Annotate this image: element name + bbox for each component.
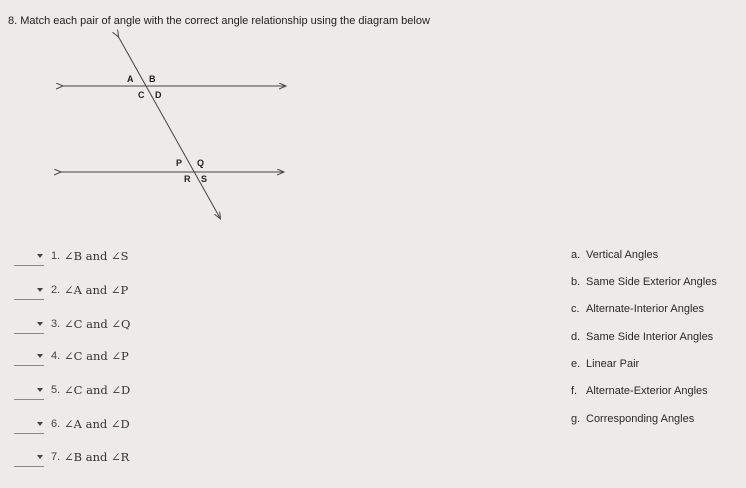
angle-label-b: B <box>149 74 156 84</box>
answer-blank[interactable] <box>14 466 44 467</box>
dropdown-chevron-icon[interactable] <box>37 354 43 358</box>
transversal-line <box>118 36 220 218</box>
answer-blank[interactable] <box>14 265 44 266</box>
match-prompt-2[interactable]: 2. ∠A and ∠P <box>10 284 210 306</box>
match-prompt-6[interactable]: 6. ∠A and ∠D <box>10 418 210 440</box>
answer-blank[interactable] <box>14 299 44 300</box>
angle-label-p: P <box>176 158 183 168</box>
option-e: e. Linear Pair <box>571 358 640 370</box>
angle-label-a: A <box>127 74 134 84</box>
match-prompt-1[interactable]: 1. ∠B and ∠S <box>10 250 210 272</box>
dropdown-chevron-icon[interactable] <box>37 388 43 392</box>
answer-blank[interactable] <box>14 333 44 334</box>
match-prompt-3[interactable]: 3. ∠C and ∠Q <box>10 318 210 340</box>
option-a: a. Vertical Angles <box>571 249 659 261</box>
option-f: f. Alternate-Exterior Angles <box>571 385 708 397</box>
dropdown-chevron-icon[interactable] <box>37 455 43 459</box>
match-prompt-4[interactable]: 4. ∠C and ∠P <box>10 350 210 372</box>
dropdown-chevron-icon[interactable] <box>37 322 43 326</box>
angle-label-d: D <box>155 90 162 100</box>
option-d: d. Same Side Interior Angles <box>571 331 714 343</box>
dropdown-chevron-icon[interactable] <box>37 288 43 292</box>
answer-blank[interactable] <box>14 433 44 434</box>
match-prompt-5[interactable]: 5. ∠C and ∠D <box>10 384 210 406</box>
angle-label-s: S <box>201 174 208 184</box>
question-text: 8. Match each pair of angle with the correct angle relationship using the diagram below <box>8 15 430 27</box>
dropdown-chevron-icon[interactable] <box>37 422 43 426</box>
answer-blank[interactable] <box>14 399 44 400</box>
option-g: g. Corresponding Angles <box>571 413 695 425</box>
angle-label-q: Q <box>197 158 205 168</box>
answer-blank[interactable] <box>14 365 44 366</box>
option-c: c. Alternate-Interior Angles <box>571 303 705 315</box>
angle-label-r: R <box>184 174 191 184</box>
angle-label-c: C <box>138 90 145 100</box>
dropdown-chevron-icon[interactable] <box>37 254 43 258</box>
match-prompt-7[interactable]: 7. ∠B and ∠R <box>10 451 210 473</box>
option-b: b. Same Side Exterior Angles <box>571 276 717 288</box>
